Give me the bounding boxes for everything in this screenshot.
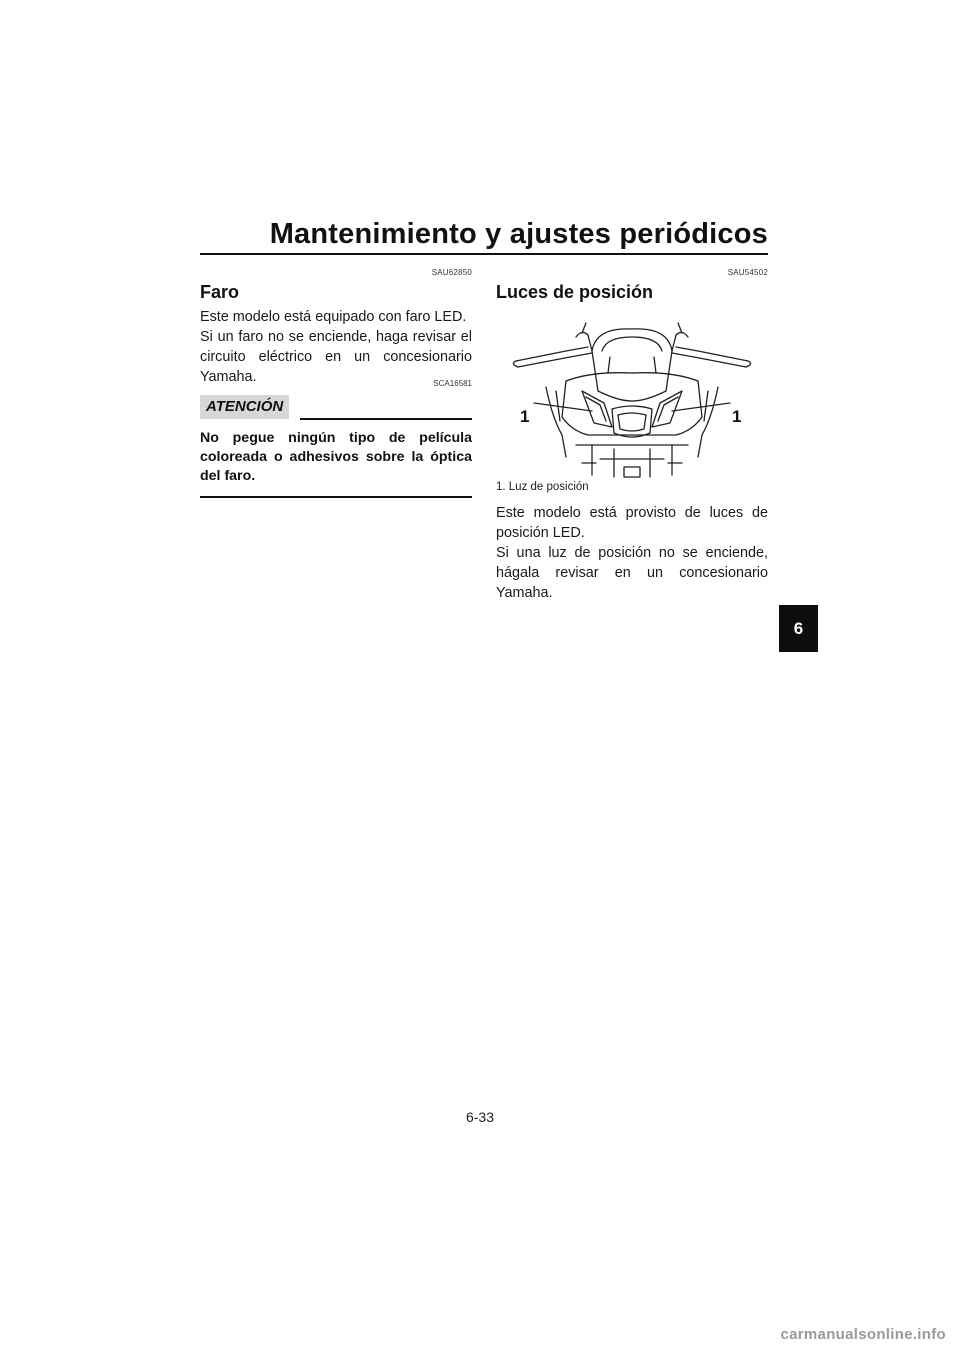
motorcycle-front-illustration <box>496 307 768 479</box>
notice-code: SCA16581 <box>433 379 472 388</box>
section-heading-luces: Luces de posición <box>496 282 654 302</box>
notice-rule <box>300 418 472 420</box>
paragraph: Si una luz de posición no se enciende, hágala revisar en un concesionario Yamaha. <box>496 545 768 601</box>
section-code: SAU62850 <box>431 268 472 277</box>
callout-number-left: 1 <box>520 407 530 426</box>
section-heading-faro: Faro <box>200 282 240 302</box>
paragraph: Este modelo está provisto de luces de posición LED. <box>496 505 768 541</box>
chapter-tab: 6 <box>779 605 818 652</box>
page-number: 6-33 <box>465 1109 495 1125</box>
notice-header <box>200 379 472 425</box>
left-column <box>200 266 472 498</box>
header-rule <box>200 253 768 255</box>
watermark: carmanualsonline.info <box>780 1326 946 1343</box>
right-column <box>496 266 768 603</box>
figure-caption: 1. Luz de posición <box>496 481 589 493</box>
section-code: SAU54502 <box>727 268 768 277</box>
page-title: Mantenimiento y ajustes periódicos <box>269 218 768 250</box>
notice-end-rule <box>200 496 472 498</box>
notice-text: No pegue ningún tipo de película coloreada o adhesivos sobre la óptica del faro. <box>200 430 472 484</box>
motorcycle-front-drawing <box>496 307 768 479</box>
paragraph: Si un faro no se enciende, haga revisar el circuito eléctrico en un concesionario Yamaha. <box>200 329 472 385</box>
callout-number-right: 1 <box>732 407 742 426</box>
paragraph: Este modelo está equipado con faro LED. <box>200 309 467 325</box>
notice-label: ATENCIÓN <box>200 395 289 419</box>
